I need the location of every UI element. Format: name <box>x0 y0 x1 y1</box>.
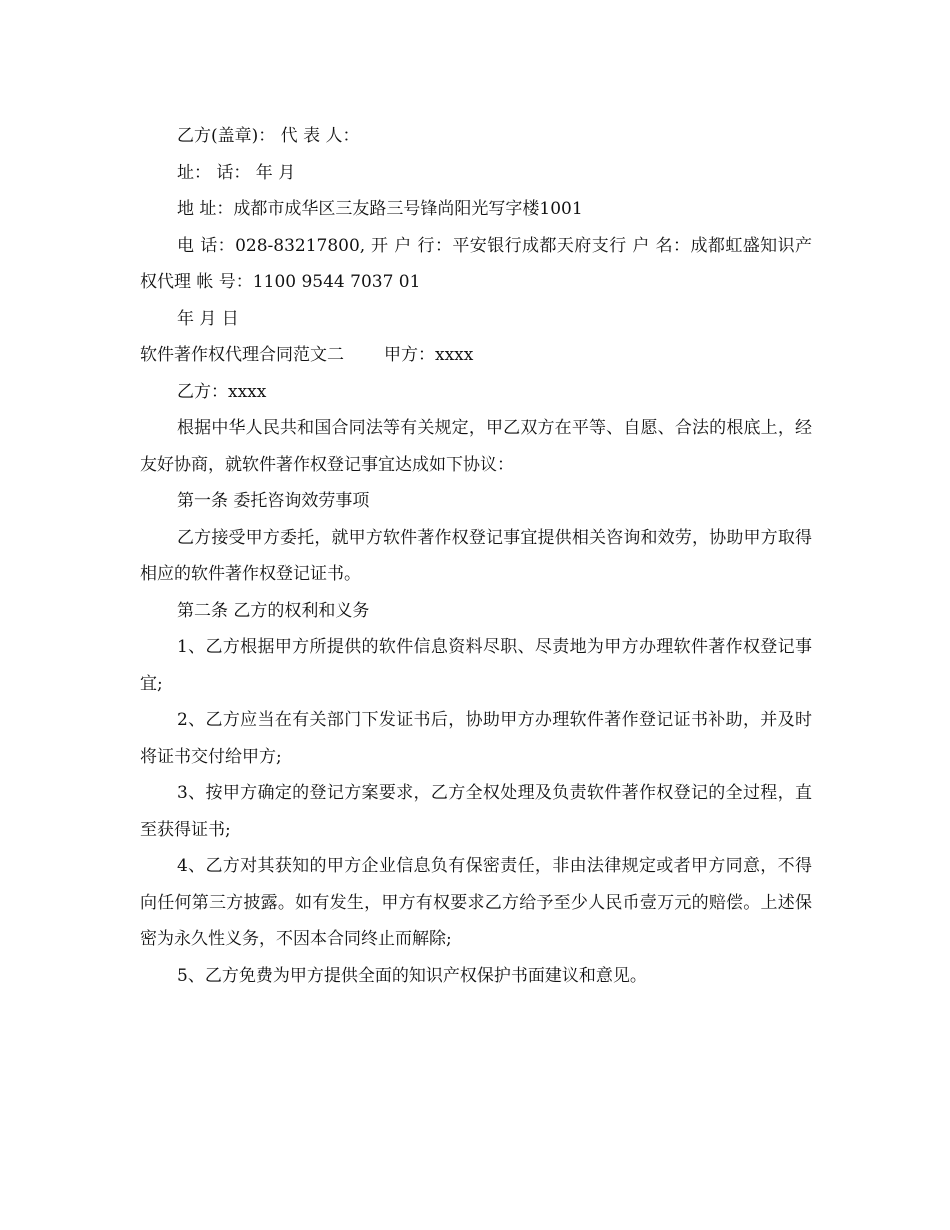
article-1-body: 乙方接受甲方委托，就甲方软件著作权登记事宜提供相关咨询和效劳，协助甲方取得相应的软件著作权登记证书。 <box>140 527 812 584</box>
article-2-item-5: 5、乙方免费为甲方提供全面的知识产权保护书面建议和意见。 <box>177 965 647 986</box>
article-2-item-2: 2、乙方应当在有关部门下发证书后，协助甲方办理软件著作登记证书补助，并及时将证书交付给甲方; <box>140 710 812 767</box>
address-line: 地 址：成都市成华区三友路三号锋尚阳光写字楼1001 <box>177 199 583 219</box>
article-2-title: 第二条 乙方的权利和义务 <box>177 600 370 621</box>
article-2-item-1: 1、乙方根据甲方所提供的软件信息资料尽职、尽责地为甲方办理软件著作权登记事宜; <box>140 637 812 694</box>
party-a: 甲方：xxxx <box>384 345 474 365</box>
bank-info-line: 电 话：028-83217800, 开 户 行：平安银行成都天府支行 户 名：成都虹盛知识产权代理 帐 号：1100 9544 7037 01 <box>140 235 812 292</box>
article-2-item-3: 3、按甲方确定的登记方案要求，乙方全权处理及负责软件著作权登记的全过程，直至获得证书; <box>140 783 812 840</box>
preamble-paragraph: 根据中华人民共和国合同法等有关规定，甲乙双方在平等、自愿、合法的根底上，经友好协商，就软件著作权登记事宜达成如下协议： <box>140 418 812 475</box>
title-party-a-line <box>140 337 812 374</box>
article-1-title: 第一条 委托咨询效劳事项 <box>177 491 370 511</box>
address-phone-date-line: 址： 话： 年 月 <box>177 162 296 183</box>
date-line: 年 月 日 <box>177 308 239 329</box>
document-body <box>140 118 812 994</box>
party-b: 乙方：xxxx <box>177 381 267 402</box>
document-title: 软件著作权代理合同范文二 <box>140 345 344 365</box>
article-2-item-4: 4、乙方对其获知的甲方企业信息负有保密责任，非由法律规定或者甲方同意，不得向任何第三方披露。如有发生，甲方有权要求乙方给予至少人民币壹万元的赔偿。上述保密为永久性义务，不因本合同终止而解除; <box>140 856 812 949</box>
signature-party-b-line: 乙方(盖章)： 代 表 人： <box>177 126 360 146</box>
